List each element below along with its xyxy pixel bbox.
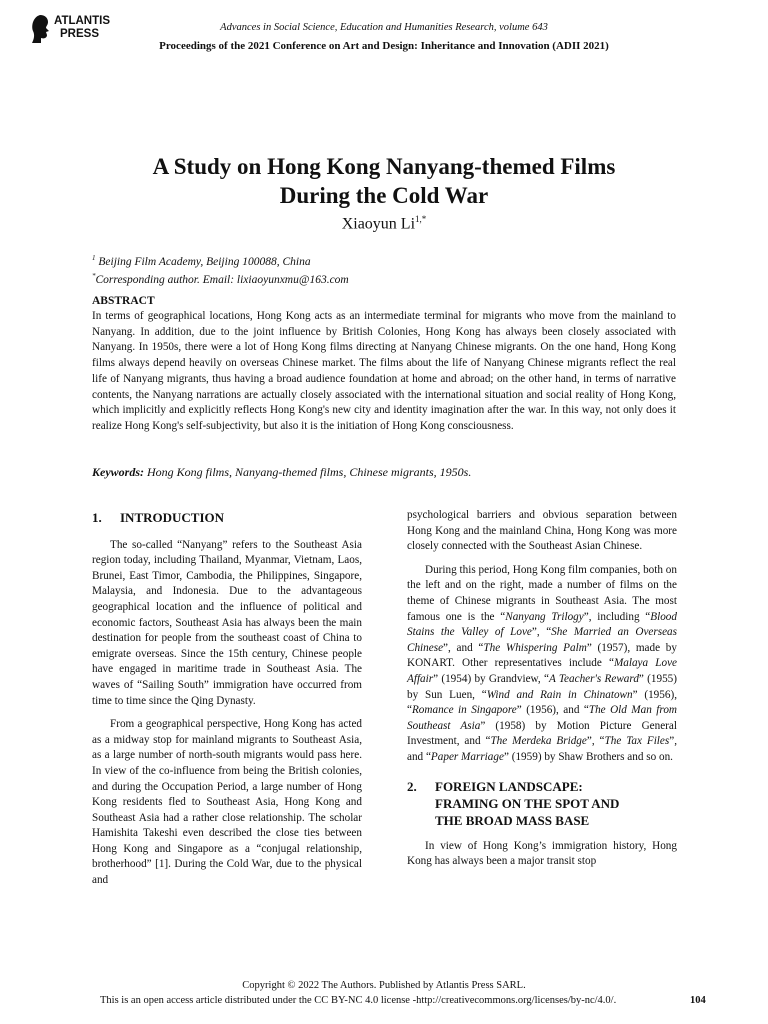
section1-paragraph4 bbox=[407, 563, 677, 766]
affiliations bbox=[92, 251, 349, 287]
footer-copyright: Copyright © 2022 The Authors. Published by Atlantis Press SARL. bbox=[242, 980, 526, 991]
p4-text-g: ” (1955) by Sun Luen, “ bbox=[407, 672, 677, 701]
keywords-text: Hong Kong films, Nanyang-themed films, Chinese migrants, 1950s. bbox=[144, 465, 472, 479]
section2-number: 2. bbox=[407, 778, 417, 794]
p4-text-l: ”, and “ bbox=[407, 735, 677, 763]
series-header: Advances in Social Science, Education and Humanities Research, volume 643 bbox=[220, 22, 548, 33]
p4-text-a: During this period, Hong Kong film companies, both on the left and on the right, made a number of films on the theme of Chinese migrants in Southeast Asia. The most famous one is the “ bbox=[407, 563, 677, 623]
right-column bbox=[407, 508, 677, 878]
film-title-5: Malaya Love Affair bbox=[407, 657, 677, 685]
film-title-4: The Whispering Palm bbox=[483, 641, 587, 654]
film-title-10: The Merdeka Bridge bbox=[490, 735, 587, 748]
paper-title bbox=[0, 152, 768, 210]
keywords-label: Keywords: bbox=[92, 465, 144, 479]
p4-text-i: ” (1956), and “ bbox=[516, 704, 589, 717]
section2-title-line3: THE BROAD MASS BASE bbox=[435, 812, 590, 828]
film-title-7: Wind and Rain in Chinatown bbox=[486, 688, 633, 701]
paper-title-line2: During the Cold War bbox=[279, 183, 489, 208]
film-title-6: A Teacher's Reward bbox=[548, 672, 639, 685]
abstract-text: In terms of geographical locations, Hong Kong acts as an intermediate terminal for migrants who move from the mainland to Nanyang. In addition, due to the joint influence by British Colonies, Hong Kong has always been closely associated with Nanyang. In 1950s, there were a lot of Hong Kong films directing at Nanyang Chinese migrants. On the one hand, Hong Kong films always depend heavily on overseas Chinese market. The films about the life of Nanyang Chinese migrants reflect the real life of Nanyang migrants, thus having a broad audience foundation at home and abroad; on the other hand, in terms of narrative contents, the Nanyang narrations are actually closely associated with the international situation and social reality of Hong Kong, which implicitly and explicitly reflects Hong Kong's new city and identity imagination after the war. In this way, not only does it realize Hong Kong's self-subjectivity, but also it is the initiation of Hong Kong consciousness. bbox=[92, 310, 676, 432]
left-column bbox=[92, 510, 362, 897]
film-title-8: Romance in Singapore bbox=[411, 704, 517, 717]
film-title-3: She Married an Overseas Chinese bbox=[407, 626, 678, 654]
section2-title-line2: FRAMING ON THE SPOT AND bbox=[435, 795, 620, 811]
section1-paragraph2: From a geographical perspective, Hong Kong has acted as a midway stop for mainland migrants to Southeast Asia, as a large number of north-south migrants would pass here. In view of the co-influence from being the British colonies, and during the Occupation Period, a large number of Hong Kong residents fled to Southeast Asia, Hong Kong and Southeast Asia had a rather close relationship. The scholar Hamishita Takeshi even described the close ties between Hong Kong and Singapore as a “conjugal relationship, brotherhood” [1]. During the Cold War, due to the physical and bbox=[92, 718, 362, 887]
section2-title-line1: FOREIGN LANDSCAPE: bbox=[435, 778, 583, 794]
affiliation-text2: Corresponding author. Email: lixiaoyunxmu@163.com bbox=[95, 273, 349, 286]
film-title-1: Nanyang Trilogy bbox=[505, 610, 584, 623]
affiliation-mark2: * bbox=[92, 271, 96, 280]
keywords bbox=[92, 465, 676, 480]
affiliation-line2 bbox=[92, 269, 349, 287]
p4-text-f: ” (1954) by Grandview, “ bbox=[433, 672, 549, 685]
p4-text-h: ” (1956), “ bbox=[407, 688, 677, 717]
section1-number: 1. bbox=[92, 510, 102, 525]
publisher-name-line2: PRESS bbox=[60, 28, 99, 40]
film-title-12: Paper Marriage bbox=[430, 750, 504, 763]
film-title-11: The Tax Files bbox=[604, 735, 670, 748]
author-name: Xiaoyun Li bbox=[341, 215, 416, 233]
section2-paragraph1: In view of Hong Kong’s immigration history, Hong Kong has always been a major transit stop bbox=[407, 839, 677, 868]
section1-paragraph3: psychological barriers and obvious separation between Hong Kong and the mainland China, Hong Kong was more closely connected with the Southeast Asian Chinese. bbox=[407, 509, 677, 553]
section2-title bbox=[435, 778, 619, 829]
p4-text-k: ”, “ bbox=[586, 735, 605, 748]
publisher-name-line1: ATLANTIS bbox=[54, 15, 111, 27]
film-title-9: The Old Man from Southeast Asia bbox=[407, 704, 677, 732]
p4-text-j: ” (1958) by Motion Picture General Investment, and “ bbox=[407, 719, 677, 748]
p4-text-d: ”, and “ bbox=[443, 641, 484, 654]
p4-text-c: ”, “ bbox=[531, 626, 552, 639]
affiliation-text1: Beijing Film Academy, Beijing 100088, China bbox=[95, 255, 311, 268]
p4-text-m: ” (1959) by Shaw Brothers and so on. bbox=[503, 750, 673, 763]
page-number: 104 bbox=[690, 995, 706, 1006]
affiliation-line1 bbox=[92, 251, 349, 269]
proceedings-header: Proceedings of the 2021 Conference on Art and Design: Inheritance and Innovation (ADII 2021) bbox=[159, 40, 609, 52]
paper-title-line1: A Study on Hong Kong Nanyang-themed Films bbox=[152, 154, 616, 179]
section1-title: INTRODUCTION bbox=[120, 510, 225, 525]
footer-license: This is an open access article distributed under the CC BY-NC 4.0 license -http://creativecommons.org/licenses/by-nc/4.0/. bbox=[100, 995, 617, 1006]
film-title-2: Blood Stains the Valley of Love bbox=[407, 610, 677, 639]
abstract-heading: ABSTRACT bbox=[92, 295, 155, 307]
author bbox=[0, 214, 768, 233]
author-marks: 1,* bbox=[415, 214, 427, 224]
section1-heading bbox=[92, 510, 362, 526]
p4-text-b: ”, including “ bbox=[583, 610, 651, 623]
p4-text-e: ” (1957), made by KONART. Other representatives include “ bbox=[407, 641, 677, 670]
affiliation-mark1: 1 bbox=[92, 254, 96, 262]
section2-heading bbox=[407, 778, 677, 829]
section1-paragraph1: The so-called “Nanyang” refers to the Southeast Asia region today, including Thailand, Myanmar, Vietnam, Laos, Brunei, East Timor, Cambodia, the Philippines, Singapore, Malaysia, and Indonesia. Due to the advantageous geographical location and the influence of political and economic factors, Southeast Asia has always been the main destination for people from the southeast coast of China to emigrate overseas. Since the 15th century, Chinese people have engaged in maritime trade in Southeast Asia. The waves of “Sailing South” immigration have occurred from time to time since the Qing Dynasty. bbox=[92, 538, 362, 707]
